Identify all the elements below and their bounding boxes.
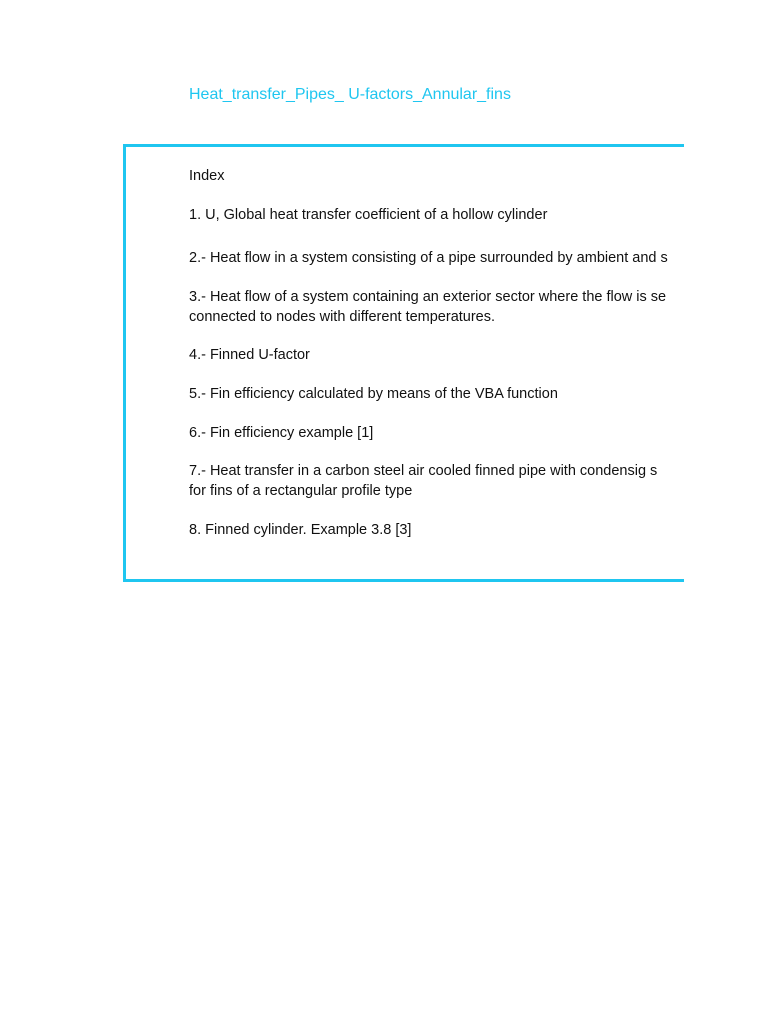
index-item-7-line-1: 7.- Heat transfer in a carbon steel air cooled finned pipe with condensig s (189, 463, 658, 479)
index-item-1: 1. U, Global heat transfer coefficient of a hollow cylinder (189, 207, 548, 223)
index-content (126, 147, 684, 579)
index-box (123, 144, 684, 582)
document-title: Heat_transfer_Pipes_ U-factors_Annular_fins (189, 86, 511, 103)
index-item-3-line-2: connected to nodes with different temperatures. (189, 309, 496, 325)
index-item-7-line-2: for fins of a rectangular profile type (189, 483, 413, 499)
index-item-2: 2.- Heat flow in a system consisting of a pipe surrounded by ambient and s (189, 250, 668, 266)
index-item-5: 5.- Fin efficiency calculated by means of the VBA function (189, 386, 558, 402)
index-heading: Index (189, 168, 225, 184)
index-item-6: 6.- Fin efficiency example [1] (189, 425, 374, 441)
index-item-8: 8. Finned cylinder. Example 3.8 [3] (189, 522, 412, 538)
index-item-3-line-1: 3.- Heat flow of a system containing an exterior sector where the flow is se (189, 289, 667, 305)
index-item-4: 4.- Finned U-factor (189, 347, 310, 363)
